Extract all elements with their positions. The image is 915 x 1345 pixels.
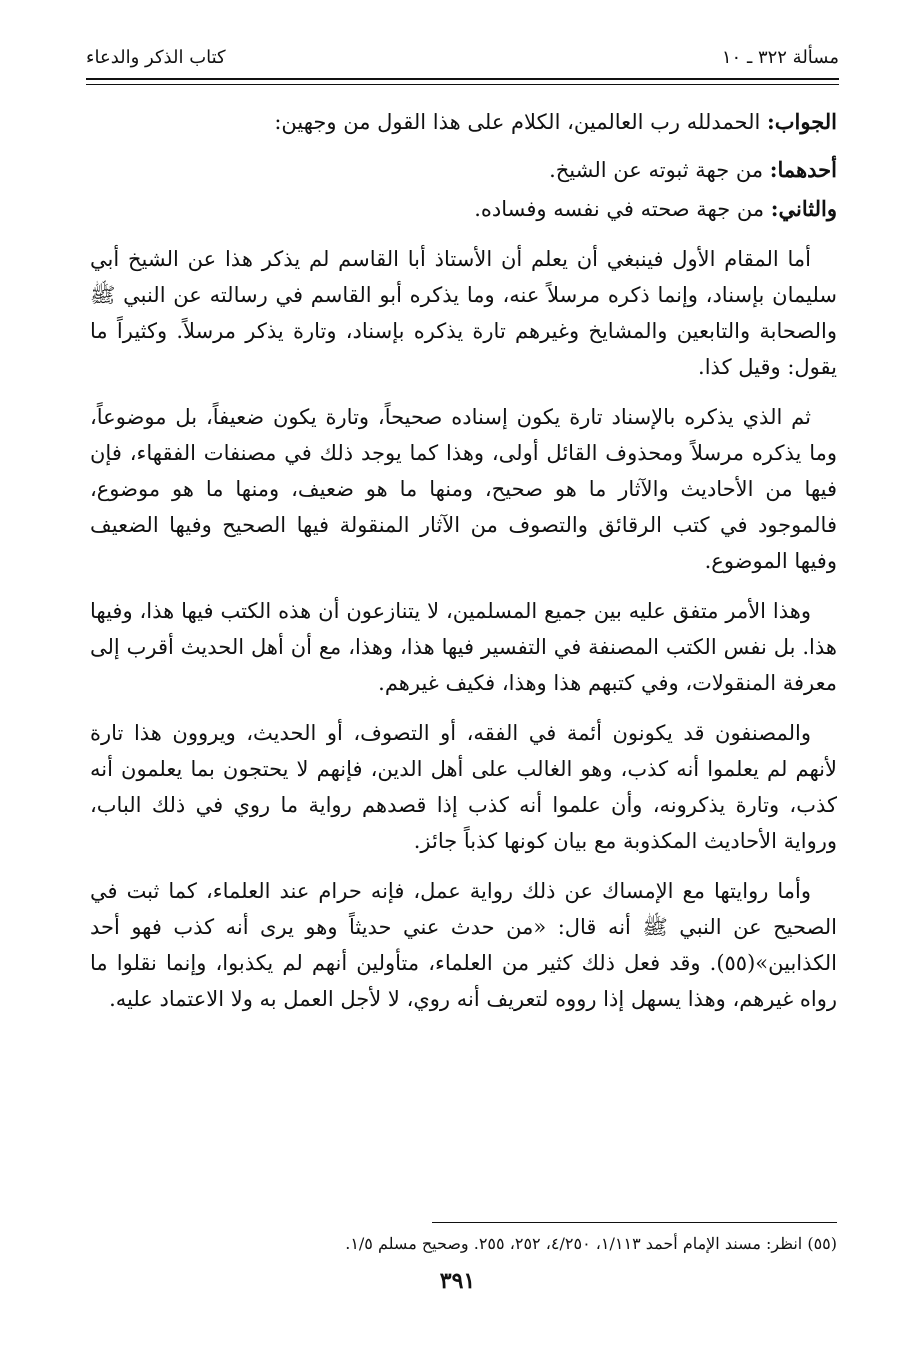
paragraph-narration: وأما روايتها مع الإمساك عن ذلك رواية عمل، فإنه حرام عند العلماء، كما ثبت في الصحيح عن النبي ﷺ أنه قال: «من حدث عني حديثاً وهو يرى أنه كذب فهو أحد الكذابين»(٥٥). وقد فعل ذلك كثير من العلماء، متأولين أنهم لم يكذبوا، وإنما نقلوا ما رواه غيرهم، وهذا يسهل إذا رووه لتعريف أنه روي، لا لأجل العمل به ولا الاعتماد عليه. — [90, 879, 837, 1011]
second-aspect-line — [90, 191, 837, 227]
paragraph-isnad: ثم الذي يذكره بالإسناد تارة يكون إسناده صحيحاً، وتارة يكون ضعيفاً، بل موضوعاً، وما يذكره مرسلاً ومحذوف القائل أولى، وهذا كما يوجد ذلك في مصنفات الفقهاء، فإن فيها من الأحاديث والآثار ما هو صحيح، ومنها ما هو ضعيف، ومنها ما هو موضوع، فالموجود في كتب الرقائق والتصوف من الآثار المنقولة فيها الصحيح وفيها الضعيف وفيها الموضوع. — [90, 405, 837, 573]
answer-line — [90, 104, 837, 140]
first-aspect-line — [90, 152, 837, 188]
answer-text: الحمدلله رب العالمين، الكلام على هذا القول من وجهين: — [274, 110, 767, 134]
book-title: كتاب الذكر والدعاء — [86, 46, 226, 68]
footnote: (٥٥) انظر: مسند الإمام أحمد ١/١١٣، ٤/٢٥٠، ٢٥٢، ٢٥٥. وصحيح مسلم ١/٥. — [345, 1234, 837, 1253]
section-number: مسألة ٣٢٢ ـ ١٠ — [721, 46, 839, 68]
footnote-separator — [432, 1222, 837, 1223]
answer-lead: الجواب: — [767, 109, 837, 134]
paragraph-consensus: وهذا الأمر متفق عليه بين جميع المسلمين، لا يتنازعون أن هذه الكتب فيها هذا، وفيها هذا. بل نفس الكتب المصنفة في التفسير فيها هذا، وهذا، مع أن أهل الحديث أقرب إلى معرفة المنقولات، وفي كتبهم هذا وهذا، فكيف غيرهم. — [90, 599, 837, 695]
header-rule-thin — [86, 84, 839, 85]
paragraph-first-station: أما المقام الأول فينبغي أن يعلم أن الأستاذ أبا القاسم لم يذكر هذا عن الشيخ أبي سليمان بإسناد، وإنما ذكره مرسلاً عنه، وما يذكره أبو القاسم في رسالته عن النبي ﷺ والصحابة والتابعين والمشايخ وغيرهم تارة يذكره بإسناد، وتارة يذكر مرسلاً. وكثيراً ما يقول: وقيل كذا. — [90, 247, 837, 379]
paragraph-compilers: والمصنفون قد يكونون أئمة في الفقه، أو التصوف، أو الحديث، ويروون هذا تارة لأنهم لم يعلموا أنه كذب، وهو الغالب على أهل الدين، فإنهم لا يحتجون بما يعلمون أنه كذب، وتارة يذكرونه، وأن علموا أنه كذب إذا قصدهم رواية ما روي في ذلك الباب، ورواية الأحاديث المكذوبة مع بيان كونها كذباً جائز. — [90, 721, 837, 853]
second-aspect-text: من جهة صحته في نفسه وفساده. — [474, 197, 771, 221]
first-aspect-text: من جهة ثبوته عن الشيخ. — [549, 158, 770, 182]
second-aspect-lead: والثاني: — [770, 196, 837, 221]
running-header — [86, 40, 839, 74]
main-text — [90, 104, 837, 1031]
first-aspect-lead: أحدهما: — [769, 157, 837, 182]
page-number: ٣٩١ — [439, 1268, 476, 1294]
header-rule-thick — [86, 78, 839, 80]
